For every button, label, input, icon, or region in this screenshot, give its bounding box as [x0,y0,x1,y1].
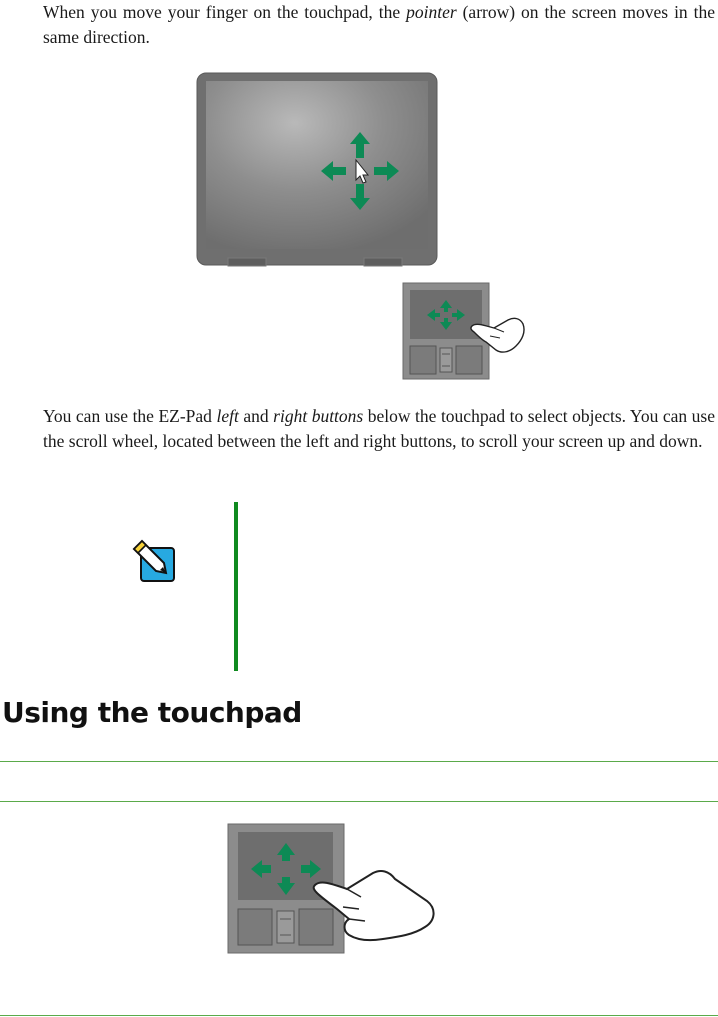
buttons-paragraph [43,404,715,454]
pointer-term: pointer [406,2,457,22]
intro-paragraph [43,0,715,50]
buttons-text-3: below the touchpad to select objects. You can use the scroll wheel, located between the left and right buttons, to scroll your screen up and down. [43,406,715,451]
buttons-text-2: and [238,406,274,426]
tip-pencil-icon [132,539,176,583]
section-heading: Using the touchpad [2,696,302,729]
divider-bottom [0,1015,718,1016]
buttons-text-1: You can use the EZ-Pad [43,406,217,426]
touchpad-hand-illustration [227,823,437,955]
note-bar [234,502,238,671]
laptop-illustration [196,72,438,268]
touchpad-illustration [402,282,527,380]
left-term: left [216,406,239,426]
divider-top [0,761,718,762]
intro-text-after: (arrow) on the screen moves in the same direction. [43,2,716,47]
divider-middle [0,801,718,802]
intro-text-before: When you move your finger on the touchpad, the [43,2,407,22]
right-buttons-term: right buttons [273,406,364,426]
